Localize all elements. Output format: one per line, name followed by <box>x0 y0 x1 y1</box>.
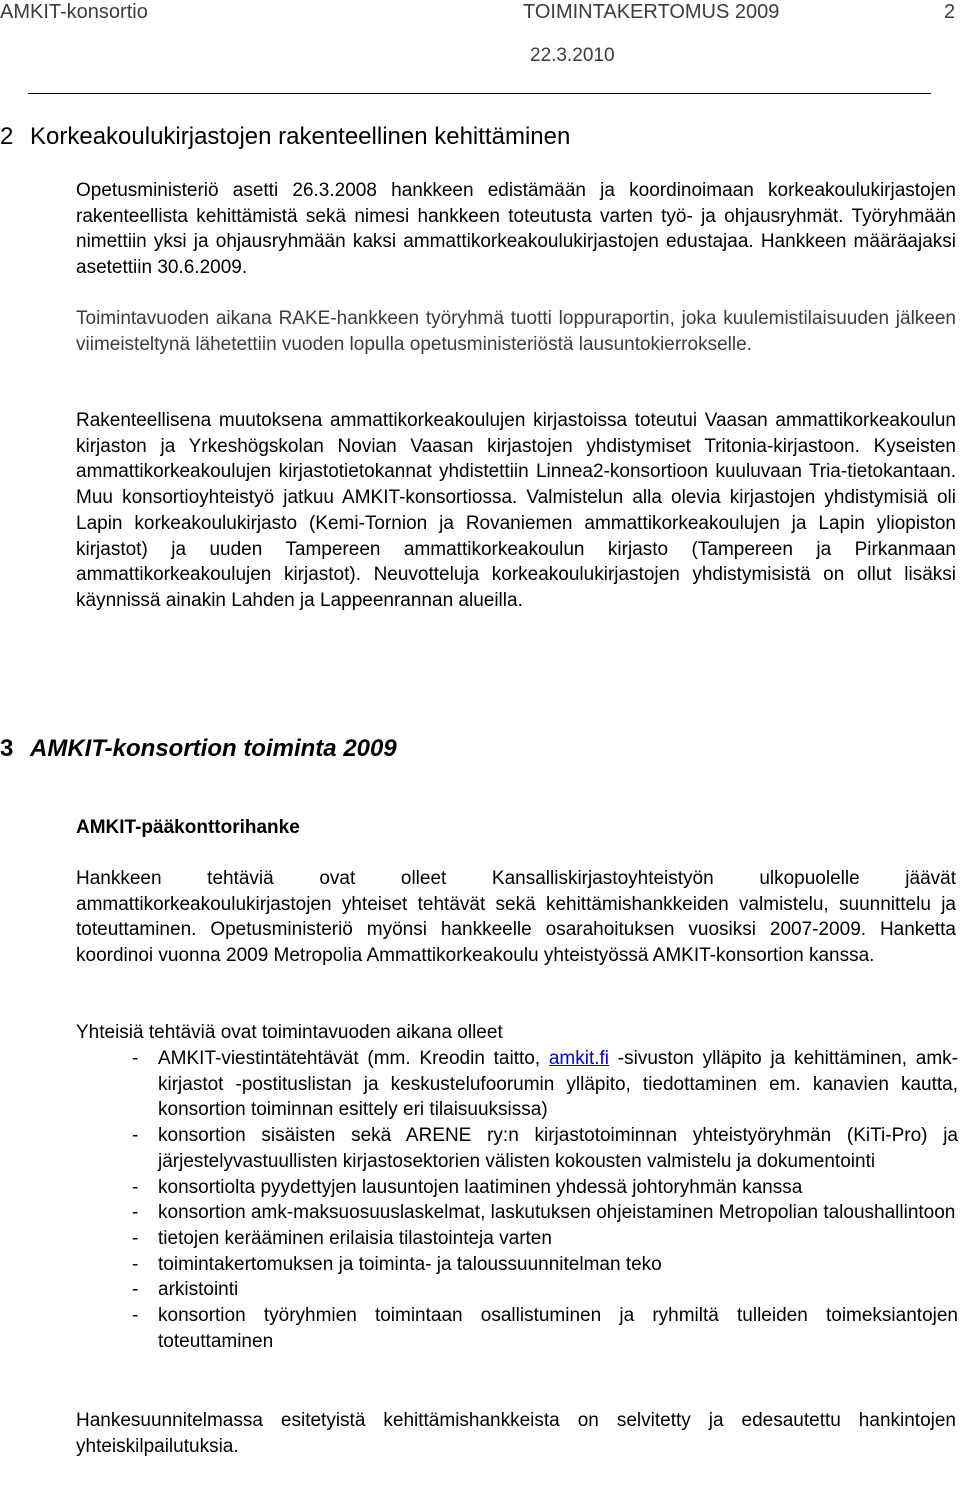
section-3-title: AMKIT-konsortion toiminta 2009 <box>30 735 397 762</box>
section-2-paragraph-2: Toimintavuoden aikana RAKE-hankkeen työryhmä tuotti loppuraportin, joka kuulemistilaisuuden jälkeen viimeisteltynä lähetettiin vuoden lopulla opetusministeriöstä lausuntokierrokselle. <box>76 308 956 355</box>
list-item <box>76 1046 958 1123</box>
list-item: - konsortion amk-maksuosuuslaskelmat, laskutuksen ohjeistaminen Metropolian taloushallintoon <box>76 1200 958 1226</box>
list-item: - tietojen kerääminen erilaisia tilastointeja varten <box>76 1226 958 1252</box>
header-doc-title: TOIMINTAKERTOMUS 2009 <box>523 1 780 23</box>
task-1-text-before: AMKIT-viestintätehtävät (mm. Kreodin taitto, <box>158 1048 549 1069</box>
list-item: - arkistointi <box>76 1277 958 1303</box>
header-date: 22.3.2010 <box>530 45 615 66</box>
page-number: 2 <box>944 1 956 23</box>
header-org: AMKIT-konsortio <box>0 1 148 23</box>
tasks-list <box>76 1046 958 1354</box>
section-2-title: Korkeakoulukirjastojen rakenteellinen kehittäminen <box>30 123 571 150</box>
section-2-heading <box>0 122 570 152</box>
section-3-number: 3 <box>0 735 14 762</box>
list-item: - toimintakertomuksen ja toiminta- ja taloussuunnitelman teko <box>76 1252 958 1278</box>
list-item: - konsortion työryhmien toimintaan osallistuminen ja ryhmiltä tulleiden toimeksiantojen toteuttaminen <box>76 1303 958 1354</box>
header-divider <box>28 93 931 94</box>
section-2-paragraph-3: Rakenteellisena muutoksena ammattikorkeakoulujen kirjastoissa toteutui Vaasan ammattikorkeakoulun kirjaston ja Yrkeshögskolan Novian Vaasan kirjastojen yhdistymiset Tritonia-kirjastoon. Kyseisten ammattikorkeakoulujen kirjastotietokannat yhdistettiin Linnea2-konsortioon kuuluvaan Tria-tietokantaan. Muu konsortioyhteistyö jatkuu AMKIT-konsortiossa. Valmistelun alla olevia kirjastojen yhdistymisiä oli Lapin korkeakoulukirjasto (Kemi-Tornion ja Rovaniemen ammattikorkeakoulujen ja Lapin yliopiston kirjastot) ja uuden Tampereen ammattikorkeakoulun kirjasto (Tampereen ja Pirkanmaan ammattikorkeakoulujen kirjastot). Neuvotteluja korkeakoulukirjastojen yhdistymisistä on ollut lisäksi käynnissä ainakin Lahden ja Lappeenrannan alueilla. <box>76 410 956 611</box>
subheading-paakonttorihanke: AMKIT-pääkonttorihanke <box>76 817 300 838</box>
section-2-paragraph-1: Opetusministeriö asetti 26.3.2008 hankkeen edistämään ja koordinoimaan korkeakoulukirjastojen rakenteellista kehittämistä sekä nimesi hankkeen toteutusta varten työ- ja ohjausryhmät. Työryhmään nimettiin yksi ja ohjausryhmään kaksi ammattikorkeakoulukirjastojen edustajaa. Hankkeen määräajaksi asetettiin 30.6.2009. <box>76 180 956 279</box>
section-3-paragraph-1: Hankkeen tehtäviä ovat olleet Kansalliskirjastoyhteistyön ulkopuolelle jäävät ammattikorkeakoulukirjastojen yhteiset tehtävät sekä kehittämishankkeiden valmistelu, suunnittelu ja toteuttaminen. Opetusministeriö myönsi hankkeelle osarahoituksen vuosiksi 2007-2009. Hanketta koordinoi vuonna 2009 Metropolia Ammattikorkeakoulu yhteistyössä AMKIT-konsortion kanssa. <box>76 868 956 967</box>
list-item: - konsortion sisäisten sekä ARENE ry:n kirjastotoiminnan yhteistyöryhmän (KiTi-Pro) ja järjestelyvastuullisten kirjastosektorien välisten kokousten valmistelu ja dokumentointi <box>76 1123 958 1174</box>
amkit-link[interactable]: amkit.fi <box>548 1048 610 1069</box>
tasks-intro: Yhteisiä tehtäviä ovat toimintavuoden aikana olleet <box>76 1022 503 1043</box>
section-3-paragraph-last: Hankesuunnitelmassa esitetyistä kehittämishankkeista on selvitetty ja edesautettu hankintojen yhteiskilpailutuksia. <box>76 1410 956 1457</box>
list-item: - konsortiolta pyydettyjen lausuntojen laatiminen yhdessä johtoryhmän kanssa <box>76 1175 958 1201</box>
section-3-heading <box>0 734 397 764</box>
section-2-number: 2 <box>0 123 14 150</box>
task-1-text-after: -sivuston ylläpito ja kehittäminen, amk-kirjastot -postituslistan ja keskustelufoorumin ylläpito, tiedottaminen em. kanavien kautta, konsortion toiminnan esittely eri tilaisuuksissa) <box>158 1048 958 1121</box>
